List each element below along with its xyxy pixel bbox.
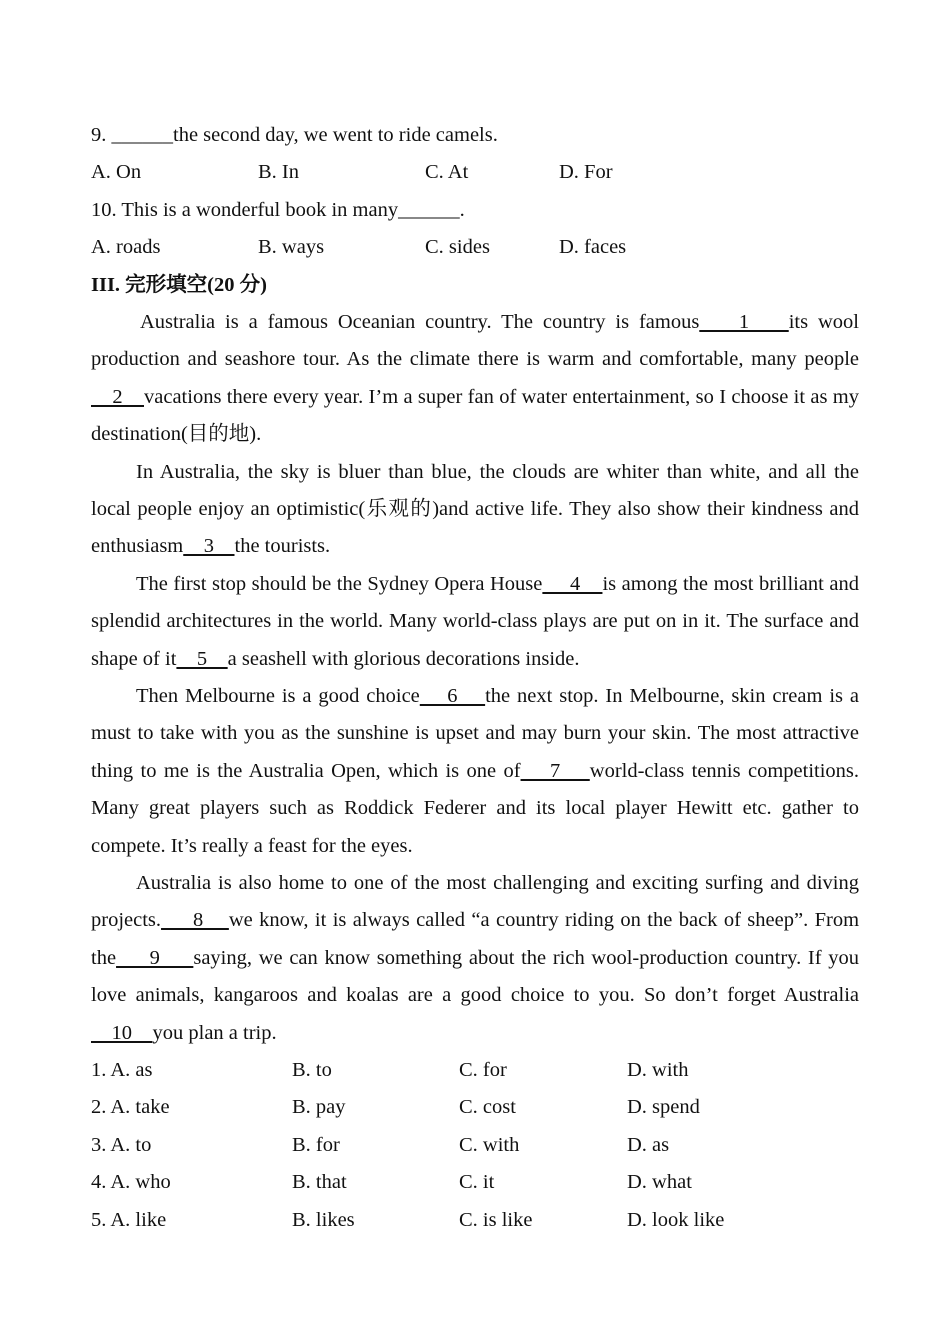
option-c: C. it [459,1171,495,1194]
option-b: B. likes [292,1208,355,1231]
cloze-options-row [91,1164,859,1201]
option-a: 2. A. take [91,1096,170,1119]
option-d: D. spend [627,1096,700,1119]
question-10-stem: 10. This is a wonderful book in many______. [91,198,465,221]
passage-text: you plan a trip. [152,1021,277,1044]
passage-text: world-class tennis competitions. Many great players such as Roddick Federer and its local player Hewitt etc. gather to compete. It’s really a feast for the eyes. [91,759,860,857]
option-c: C. with [459,1133,520,1156]
question-9-stem: 9. ______the second day, we went to ride camels. [91,124,498,146]
option-a: 5. A. like [91,1208,167,1231]
question-10-options [91,229,859,266]
option-d: D. look like [627,1208,725,1231]
passage-paragraph-2 [91,454,859,566]
cloze-options-row [91,1052,859,1089]
passage-paragraph-1 [91,304,859,454]
option-c: C. cost [459,1096,516,1119]
option-a: A. On [91,161,142,184]
passage-text: The first stop should be the Sydney Opera House [136,572,543,595]
passage-text: Then Melbourne is a good choice [136,685,420,708]
passage-text: a seashell with glorious decorations inside. [227,647,580,670]
blank-7: 7 [520,759,590,782]
option-a: 4. A. who [91,1171,171,1194]
section-title: III. 完形填空(20 分) [91,273,267,296]
passage-text: In Australia, the sky is bluer than blue, the clouds are whiter than white, and all the local people enjoy an optimistic(乐观的)and active life. They also show their kindness and enthusiasm [91,460,859,558]
option-a: 3. A. to [91,1133,152,1156]
passage-paragraph-3 [91,566,859,678]
passage-text: vacations there every year. I’m a super fan of water entertainment, so I choose it as my destination(目的地). [91,385,860,446]
passage-text: we know, it is always called “a country riding on the back of sheep”. From the [91,909,860,969]
blank-6: 6 [419,685,486,708]
option-b: B. In [258,161,299,184]
passage-paragraph-5 [91,865,859,1052]
option-b: B. to [292,1059,332,1082]
option-b: B. pay [292,1096,346,1119]
blank-8: 8 [161,909,229,932]
option-d: D. what [627,1171,692,1194]
passage-text: Australia is also home to one of the most challenging and exciting surfing and diving projects. [91,872,859,932]
option-c: C. sides [425,236,490,259]
cloze-options-row [91,1089,859,1126]
passage-text: its wool production and seashore tour. As the climate there is warm and comfortable, many people [91,310,860,371]
passage-paragraph-4 [91,678,859,865]
document-page [91,117,859,1239]
option-c: C. for [459,1059,507,1082]
option-b: B. ways [258,236,325,259]
option-a: A. roads [91,236,161,259]
blank-9: 9 [116,946,194,969]
passage-text: the next stop. In Melbourne, skin cream is a must to take with you as the sunshine is upset and may burn your skin. The most attractive thing to me is the Australia Open, which is one of [91,685,859,782]
passage-text: saying, we can know something about the rich wool-production country. If you love animals, kangaroos and koalas are a good choice to you. So don’t forget Australia [91,946,860,1007]
option-c: C. At [425,161,469,184]
blank-10: 10 [91,1021,153,1044]
option-b: B. that [292,1171,347,1194]
option-c: C. is like [459,1208,533,1231]
option-d: D. with [627,1059,689,1082]
blank-2: 2 [91,385,144,408]
passage-text: Australia is a famous Oceanian country. The country is famous [140,310,700,333]
option-d: D. faces [559,236,627,259]
passage-text: is among the most brilliant and splendid architectures in the world. Many world-class plays are put on in it. The surface and shape of it [91,572,860,670]
blank-4: 4 [542,572,603,595]
option-a: 1. A. as [91,1059,153,1082]
blank-3: 3 [183,535,235,558]
option-d: D. For [559,161,613,184]
option-b: B. for [292,1133,340,1156]
blank-5: 5 [176,647,228,670]
cloze-options-row [91,1127,859,1164]
passage-text: the tourists. [234,535,331,558]
question-9-options [91,154,859,191]
cloze-options-row [91,1202,859,1239]
blank-1: 1 [699,310,789,333]
option-d: D. as [627,1133,670,1156]
